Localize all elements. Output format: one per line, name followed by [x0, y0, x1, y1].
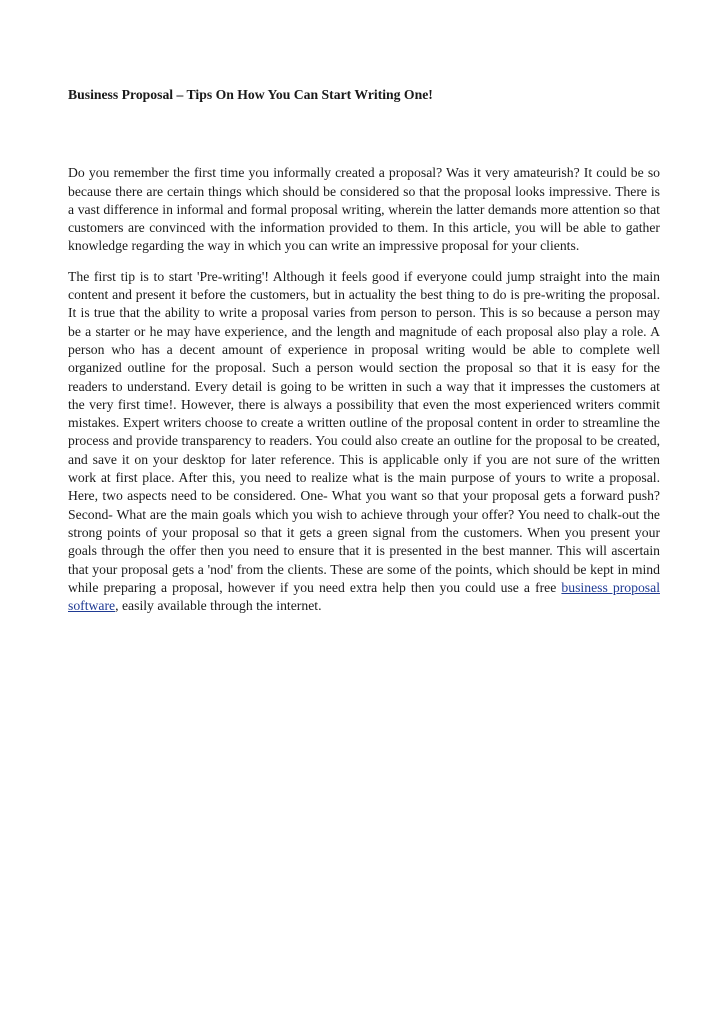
- paragraph-tips: [68, 268, 660, 616]
- paragraph-intro: Do you remember the first time you informally created a proposal? Was it very amateurish? It could be so because there are certain things which should be considered so that the proposal looks impressive. There is a vast difference in informal and formal proposal writing, wherein the latter demands more attention so that customers are convinced with the information provided to them. In this article, you will be able to gather knowledge regarding the way in which you can write an impressive proposal for your clients.: [68, 165, 660, 254]
- paragraph-tips-ending: , easily available through the internet.: [115, 598, 322, 614]
- document-page: [68, 86, 660, 615]
- business-proposal-software-link[interactable]: business proposal software: [68, 579, 660, 614]
- paragraph-tips-text: The first tip is to start 'Pre-writing'! Although it feels good if everyone could jump straight into the main content and present it before the customers, but in actuality the best thing to do is pre-writing the proposal. It is true that the ability to write a proposal varies from person to person. This is so because a person may be a starter or he may have experience, and the length and magnitude of each proposal also play a role. A person who has a decent amount of experience in proposal writing would be able to complete well organized outline for the proposal. Such a person would section the proposal so that it is easy for the readers to understand. Every detail is going to be written in such a way that it impresses the customers at the very first time!. However, there is always a possibility that even the most experienced writers commit mistakes. Expert writers choose to create a written outline of the proposal content in order to streamline the process and provide transparency to readers. You could also create an outline for the proposal to be created, and save it on your desktop for later reference. This is applicable only if you are not sure of the written work at first place. After this, you need to realize what is the main purpose of yours to write a proposal. Here, two aspects need to be considered. One- What you want so that your proposal gets a forward push? Second- What are the main goals which you wish to achieve through your offer? You need to chalk-out the strong points of your proposal so that it gets a green signal from the customers. When you present your goals through the offer then you need to ensure that it is presented in the best manner. This will ascertain that your proposal gets a 'nod' from the clients. These are some of the points, which should be kept in mind while preparing a proposal, however if you need extra help then you could use a free: [68, 268, 660, 595]
- document-title: Business Proposal – Tips On How You Can Start Writing One!: [68, 87, 433, 102]
